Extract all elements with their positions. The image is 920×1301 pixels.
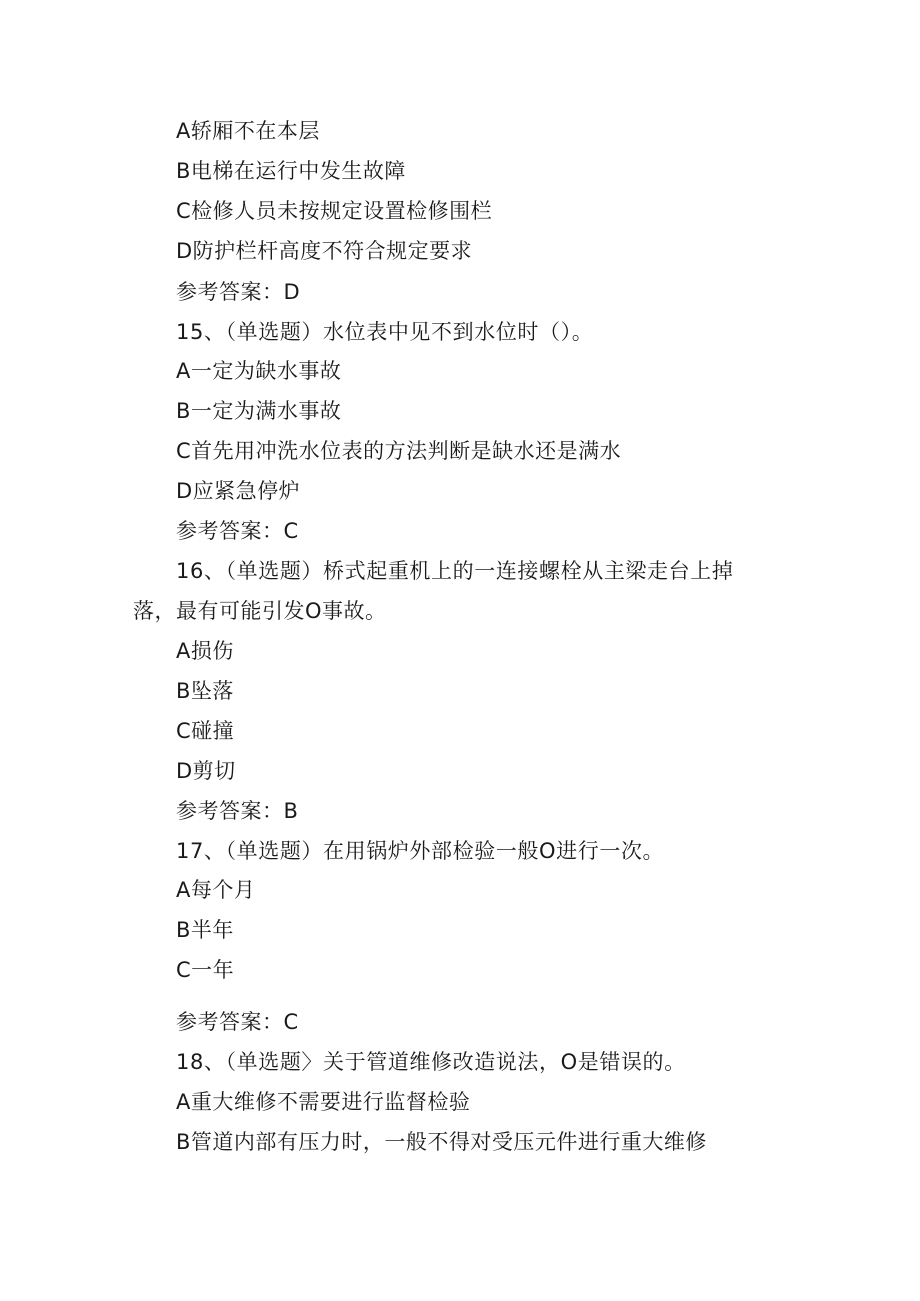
answer-q14: 参考答案：D (176, 280, 301, 304)
option-b-q18: B管道内部有压力时，一般不得对受压元件进行重大维修 (176, 1130, 707, 1154)
option-b-q16: B坠落 (176, 679, 234, 703)
option-a-q15: A一定为缺水事故 (176, 359, 342, 383)
option-a-q18: A重大维修不需要进行监督检验 (176, 1090, 471, 1114)
option-a-q17: A每个月 (176, 878, 256, 902)
option-b-q14: B电梯在运行中发生故障 (176, 159, 406, 183)
question-15: 15、（单选题）水位表中见不到水位时（）。 (176, 320, 594, 344)
option-c-q14: C检修人员未按规定设置检修围栏 (176, 199, 493, 223)
option-c-q15: C首先用冲洗水位表的方法判断是缺水还是满水 (176, 439, 622, 463)
option-c-q16: C碰撞 (176, 719, 235, 743)
option-a-q14: A轿厢不在本层 (176, 119, 320, 143)
option-d-q16: D剪切 (176, 759, 236, 783)
answer-q16: 参考答案：B (176, 799, 299, 823)
question-18: 18、（单选题〉关于管道维修改造说法，O是错误的。 (176, 1050, 686, 1074)
option-a-q16: A损伤 (176, 639, 234, 663)
answer-q17: 参考答案：C (176, 1010, 299, 1034)
option-d-q15: D应紧急停炉 (176, 479, 301, 503)
option-c-q17: C一年 (176, 958, 235, 982)
option-b-q17: B半年 (176, 918, 234, 942)
option-d-q14: D防护栏杆高度不符合规定要求 (176, 239, 473, 263)
option-b-q15: B一定为满水事故 (176, 399, 342, 423)
question-16-continuation: 落，最有可能引发O事故。 (133, 599, 387, 623)
answer-q15: 参考答案：C (176, 519, 299, 543)
question-16: 16、（单选题）桥式起重机上的一连接螺栓从主梁走台上掉 (176, 559, 734, 583)
question-17: 17、（单选题）在用锅炉外部检验一般O进行一次。 (176, 839, 665, 863)
